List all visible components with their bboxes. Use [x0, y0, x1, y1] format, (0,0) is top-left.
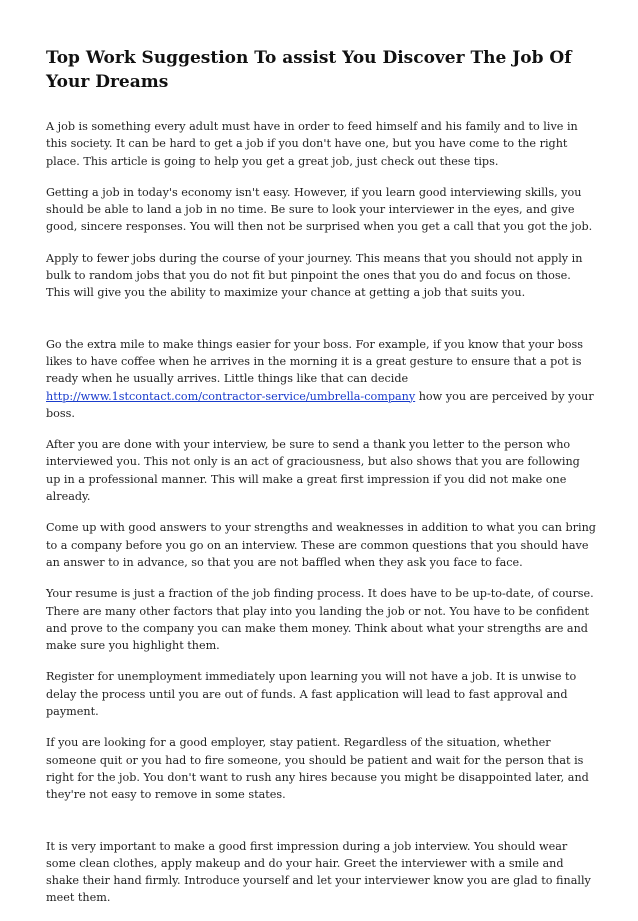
- paragraph-intro: A job is something every adult must have in order to feed himself and his family and to live in this society. It can be hard to get a job if you don't have one, but you have come to the right place. This article is going to help you get a great job, just check out these tips.: [46, 120, 578, 168]
- document-page: [46, 46, 596, 921]
- paragraph-extra-mile-after: how you are perceived by your boss.: [46, 389, 594, 420]
- paragraph-employer-patience: If you are looking for a good employer, stay patient. Regardless of the situation, whether someone quit or you had to fire someone, you should be patient and wait for the person that is right for the job. You don't want to rush any hires because you might be disappointed later, and they're not easy to remove in some states.: [46, 736, 589, 802]
- paragraph-first-impression: It is very important to make a good first impression during a job interview. You should wear some clean clothes, apply makeup and do your hair. Greet the interviewer with a smile and shake their hand firmly. Introduce yourself and let your interviewer know you are glad to finally meet them.: [46, 839, 591, 905]
- paragraph-interview-skills: Getting a job in today's economy isn't easy. However, if you learn good interviewing skills, you should be able to land a job in no time. Be sure to look your interviewer in the eyes, and give good, sincere responses. You will then not be surprised when you get a call that you got the job.: [46, 185, 593, 234]
- paragraph-strengths: Come up with good answers to your strengths and weaknesses in addition to what you can bring to a company before you go on an interview. These are common questions that you should have an answer to in advance, so that you are not baffled when they ask you face to face.: [46, 521, 596, 569]
- paragraph-extra-mile-before: Go the extra mile to make things easier for your boss. For example, if you know that your boss likes to have coffee when he arrives in the morning it is a great gesture to ensure that a pot is ready when he usually arrives. Little things like that can decide: [46, 337, 583, 386]
- umbrella-company-link[interactable]: http://www.1stcontact.com/contractor-service/umbrella-company: [46, 389, 416, 403]
- page-title: Top Work Suggestion To assist You Discover The Job Of Your Dreams: [46, 48, 572, 92]
- paragraph-unemployment: Register for unemployment immediately upon learning you will not have a job. It is unwise to delay the process until you are out of funds. A fast application will lead to fast approval and payment.: [46, 670, 577, 719]
- paragraph-apply-fewer: Apply to fewer jobs during the course of your journey. This means that you should not apply in bulk to random jobs that you do not fit but pinpoint the ones that you do and focus on those. This will give you the ability to maximize your chance at getting a job that suits you.: [46, 251, 583, 300]
- paragraph-thank-you: After you are done with your interview, be sure to send a thank you letter to the person who interviewed you. This not only is an act of graciousness, but also shows that you are following up in a professional manner. This will make a great first impression if you did not make one already.: [46, 438, 580, 504]
- paragraph-resume: Your resume is just a fraction of the job finding process. It does have to be up-to-date, of course. There are many other factors that play into you landing the job or not. You have to be confident and prove to the company you can make them money. Think about what your strengths are and make sure you highlight them.: [46, 587, 594, 653]
- paragraph-extra-mile: [46, 336, 596, 422]
